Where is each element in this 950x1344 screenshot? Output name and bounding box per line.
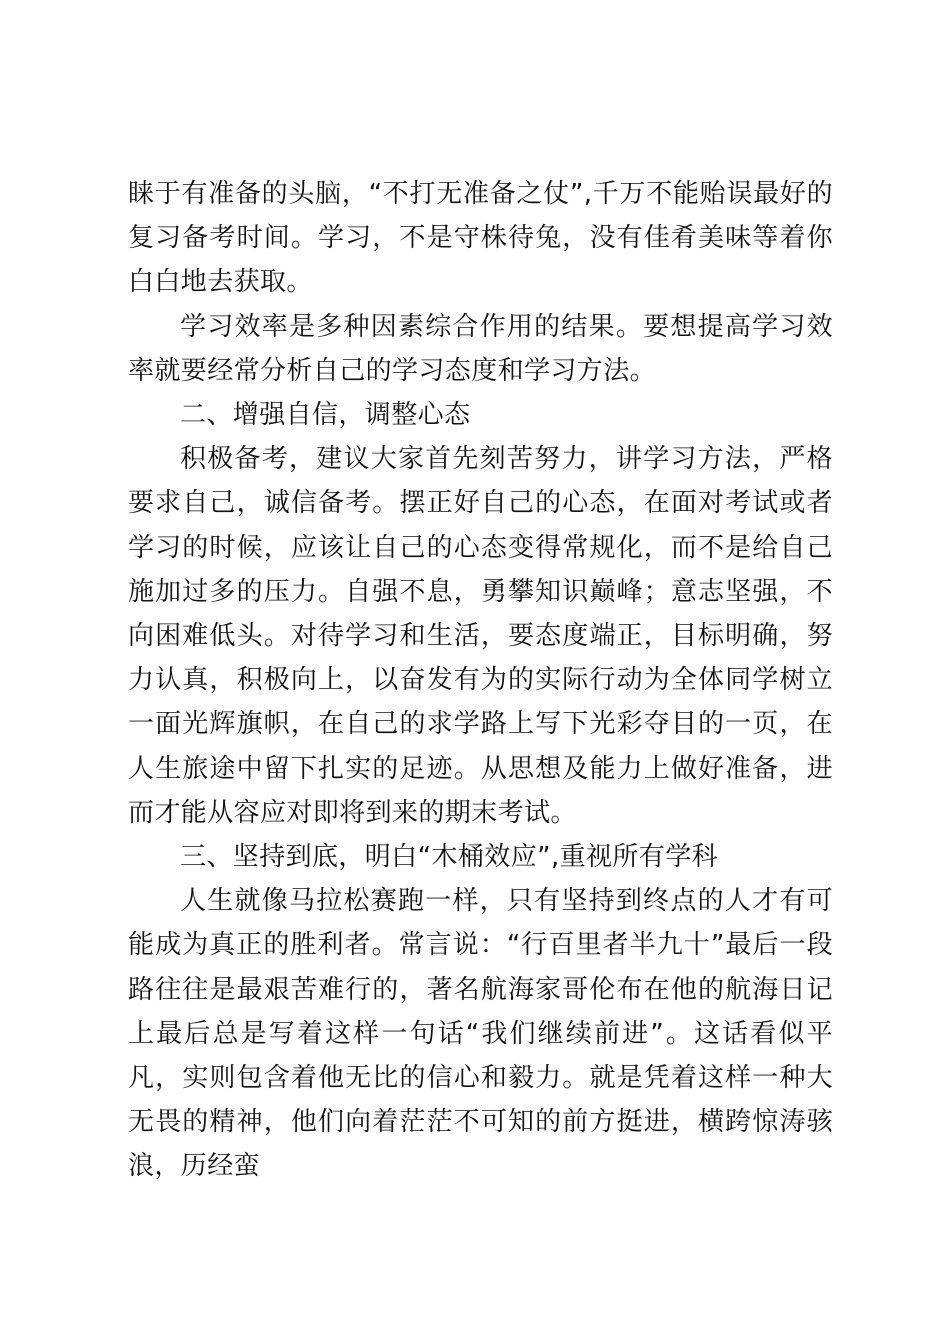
paragraph-continuation: 睐于有准备的头脑，“不打无准备之仗”,千万不能贻误最好的复习备考时间。学习，不是守株待兔，没有佳肴美味等着你白白地去获取。 [128, 179, 833, 298]
paragraph-study-efficiency: 学习效率是多种因素综合作用的结果。要想提高学习效率就要经常分析自己的学习态度和学习方法。 [128, 311, 833, 386]
section-heading-confidence: 二、增强自信，调整心态 [180, 400, 471, 431]
section-heading-persistence: 三、坚持到底，明白“木桶效应”,重视所有学科 [180, 842, 719, 873]
paragraph-active-preparation: 积极备考，建议大家首先刻苦努力，讲学习方法，严格要求自己，诚信备考。摆正好自己的心态，在面对考试或者学习的时候，应该让自己的心态变得常规化，而不是给自己施加过多的压力。自强不息，勇攀知识巅峰；意志坚强，不向困难低头。对待学习和生活，要态度端正，目标明确，努力认真，积极向上，以奋发有为的实际行动为全体同学树立一面光辉旗帜，在自己的求学路上写下光彩夺目的一页，在人生旅途中留下扎实的足迹。从思想及能力上做好准备，进而才能从容应对即将到来的期末考试。 [128, 444, 833, 828]
document-body [128, 172, 833, 1189]
paragraph-marathon: 人生就像马拉松赛跑一样，只有坚持到终点的人才有可能成为真正的胜利者。常言说：“行百里者半九十”最后一段路往往是最艰苦难行的，著名航海家哥伦布在他的航海日记上最后总是写着这样一句话“我们继续前进”。这话看似平凡，实则包含着他无比的信心和毅力。就是凭着这样一种大无畏的精神，他们向着茫茫不可知的前方挺进，横跨惊涛骇浪，历经蛮 [128, 886, 833, 1182]
